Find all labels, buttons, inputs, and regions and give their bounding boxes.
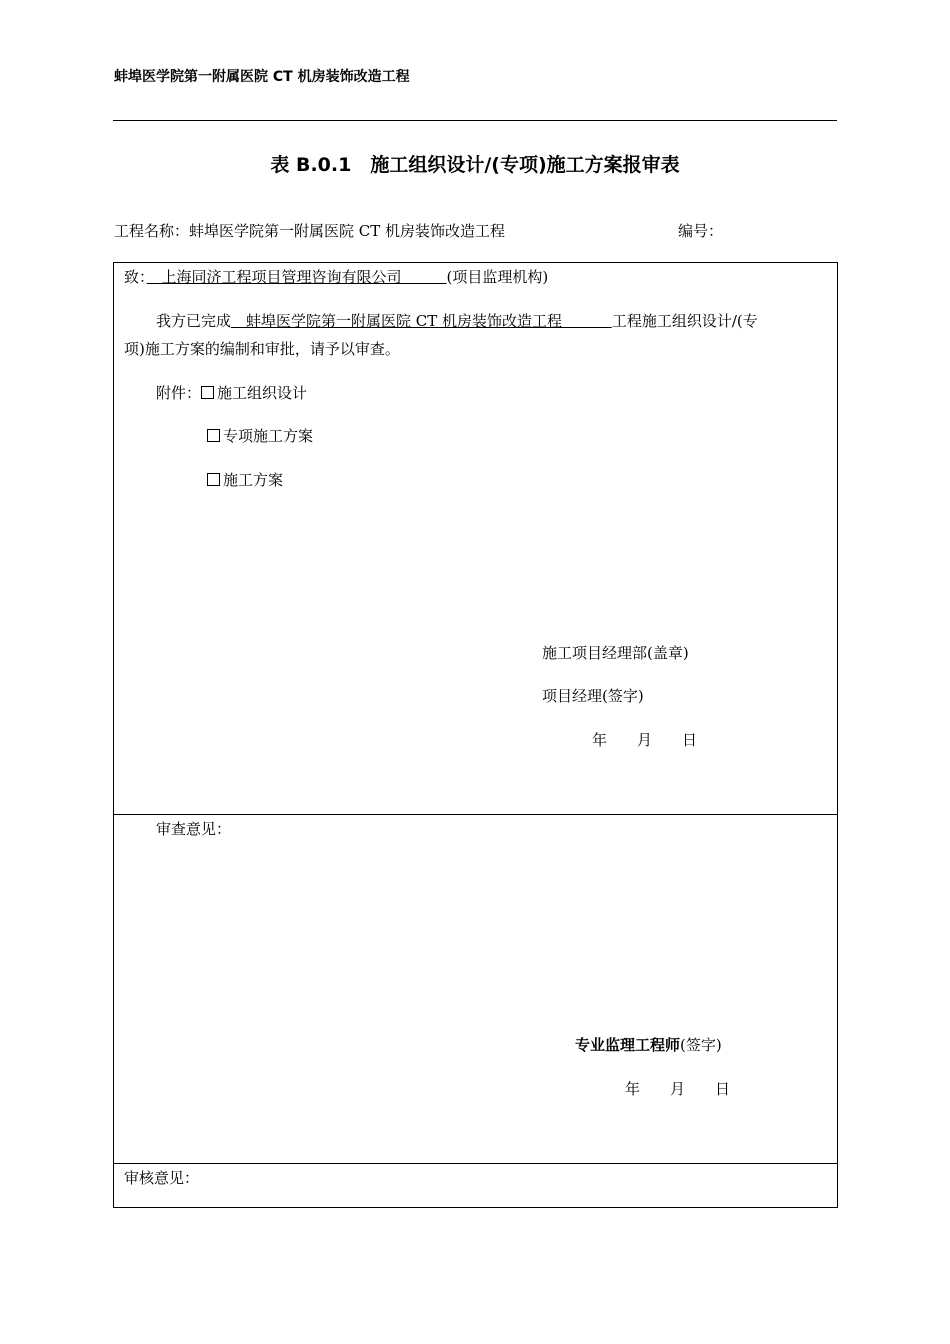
section-divider [114,1163,837,1164]
engineer-suffix: (签字) [680,1036,722,1054]
section2-date: 年 月 日 [625,1080,731,1098]
serial-number-label: 编号： [678,222,724,240]
contractor-dept-stamp: 施工项目经理部(盖章) [542,644,689,662]
form-table [113,262,838,1208]
form-title: 表 B.0.1 施工组织设计/(专项)施工方案报审表 [270,154,680,176]
checkbox-icon[interactable] [207,429,220,442]
header-rule [113,120,837,121]
supervising-engineer-signature [575,1035,722,1055]
addressee-org: 上海同济工程项目管理咨询有限公司 [146,268,447,286]
section-divider [114,814,837,815]
body-prefix: 我方已完成 [156,312,232,330]
body-suffix: 工程施工组织设计/(专 [611,312,758,330]
attachment-item-1 [156,383,307,403]
document-header-title: 蚌埠医学院第一附属医院 CT 机房装饰改造工程 [114,69,410,85]
addressee-suffix: (项目监理机构) [446,268,549,286]
review-opinion-label: 审查意见： [156,820,232,838]
project-manager-signature: 项目经理(签字) [542,687,644,705]
addressee-prefix: 致： [124,268,147,286]
checkbox-icon[interactable] [201,386,214,399]
engineer-title: 专业监理工程师 [575,1036,681,1054]
attachment-text: 施工方案 [223,471,284,489]
attachment-item-3 [207,470,283,490]
body-project: 蚌埠医学院第一附属医院 CT 机房装饰改造工程 [231,312,612,330]
body-line-1 [156,311,758,331]
attachment-text: 专项施工方案 [223,427,314,445]
audit-opinion-label: 审核意见： [124,1169,200,1187]
attachment-text: 施工组织设计 [217,384,308,402]
addressee-line [124,267,548,287]
checkbox-icon[interactable] [207,473,220,486]
project-name-label: 工程名称：蚌埠医学院第一附属医院 CT 机房装饰改造工程 [114,222,506,240]
body-line-2: 项)施工方案的编制和审批，请予以审查。 [124,340,400,358]
attachment-item-2 [207,426,313,446]
section1-date: 年 月 日 [592,731,698,749]
attachment-label: 附件： [156,384,202,402]
